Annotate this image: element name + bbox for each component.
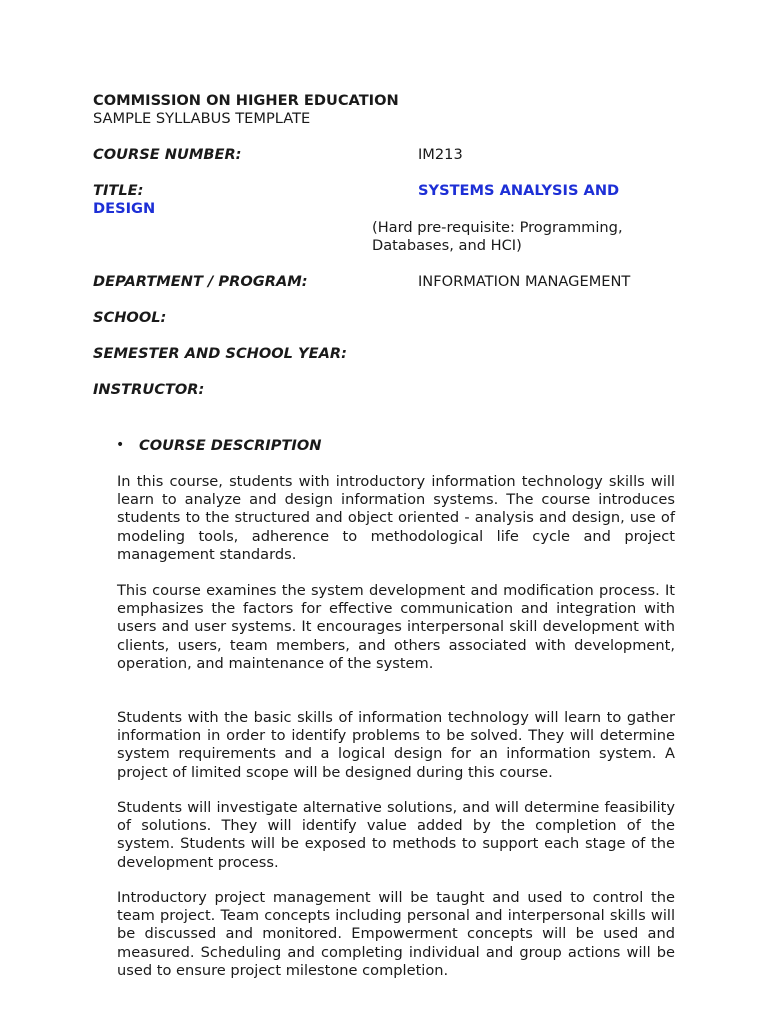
course-number-value: IM213	[418, 146, 463, 163]
title-value-line1: SYSTEMS ANALYSIS AND	[418, 182, 620, 199]
course-number-label: COURSE NUMBER:	[93, 146, 242, 163]
bullet-icon: •	[116, 437, 125, 453]
department-value: INFORMATION MANAGEMENT	[418, 273, 631, 290]
title-value-line2: DESIGN	[93, 200, 156, 217]
semester-label: SEMESTER AND SCHOOL YEAR:	[93, 345, 347, 362]
description-paragraph-3: Students with the basic skills of information technology will learn to gather information in order to identify problems to be solved. They will determine system requirements and a logical design for an information system. A project of limited scope will be designed during this course.	[117, 709, 675, 781]
department-label: DEPARTMENT / PROGRAM:	[93, 273, 308, 290]
title-label: TITLE:	[93, 182, 144, 199]
course-description-heading: COURSE DESCRIPTION	[139, 437, 322, 454]
instructor-label: INSTRUCTOR:	[93, 381, 205, 398]
org-heading: COMMISSION ON HIGHER EDUCATION	[93, 92, 399, 109]
prerequisite-line2: Databases, and HCI)	[372, 237, 522, 254]
prerequisite-line1: (Hard pre-requisite: Programming,	[372, 219, 623, 236]
description-paragraph-1: In this course, students with introductory information technology skills will learn to analyze and design information systems. The course introduces students to the structured and object oriented - analysis and design, use of modeling tools, adherence to methodological life cycle and project management standards.	[117, 473, 675, 563]
description-paragraph-4: Students will investigate alternative solutions, and will determine feasibility of solutions. They will identify value added by the completion of the system. Students will be exposed to methods to support each stage of the development process.	[117, 799, 675, 871]
template-subtitle: SAMPLE SYLLABUS TEMPLATE	[93, 110, 311, 127]
school-label: SCHOOL:	[93, 309, 167, 326]
description-paragraph-5: Introductory project management will be taught and used to control the team project. Team concepts including personal and interpersonal skills will be discussed and monitored. Empowerment concepts will be used and measured. Scheduling and completing individual and group actions will be used to ensure project milestone completion.	[117, 889, 675, 979]
description-paragraph-2: This course examines the system development and modification process. It emphasizes the factors for effective communication and integration with users and user systems. It encourages interpersonal skill development with clients, users, team members, and others associated with development, operation, and maintenance of the system.	[117, 582, 675, 672]
